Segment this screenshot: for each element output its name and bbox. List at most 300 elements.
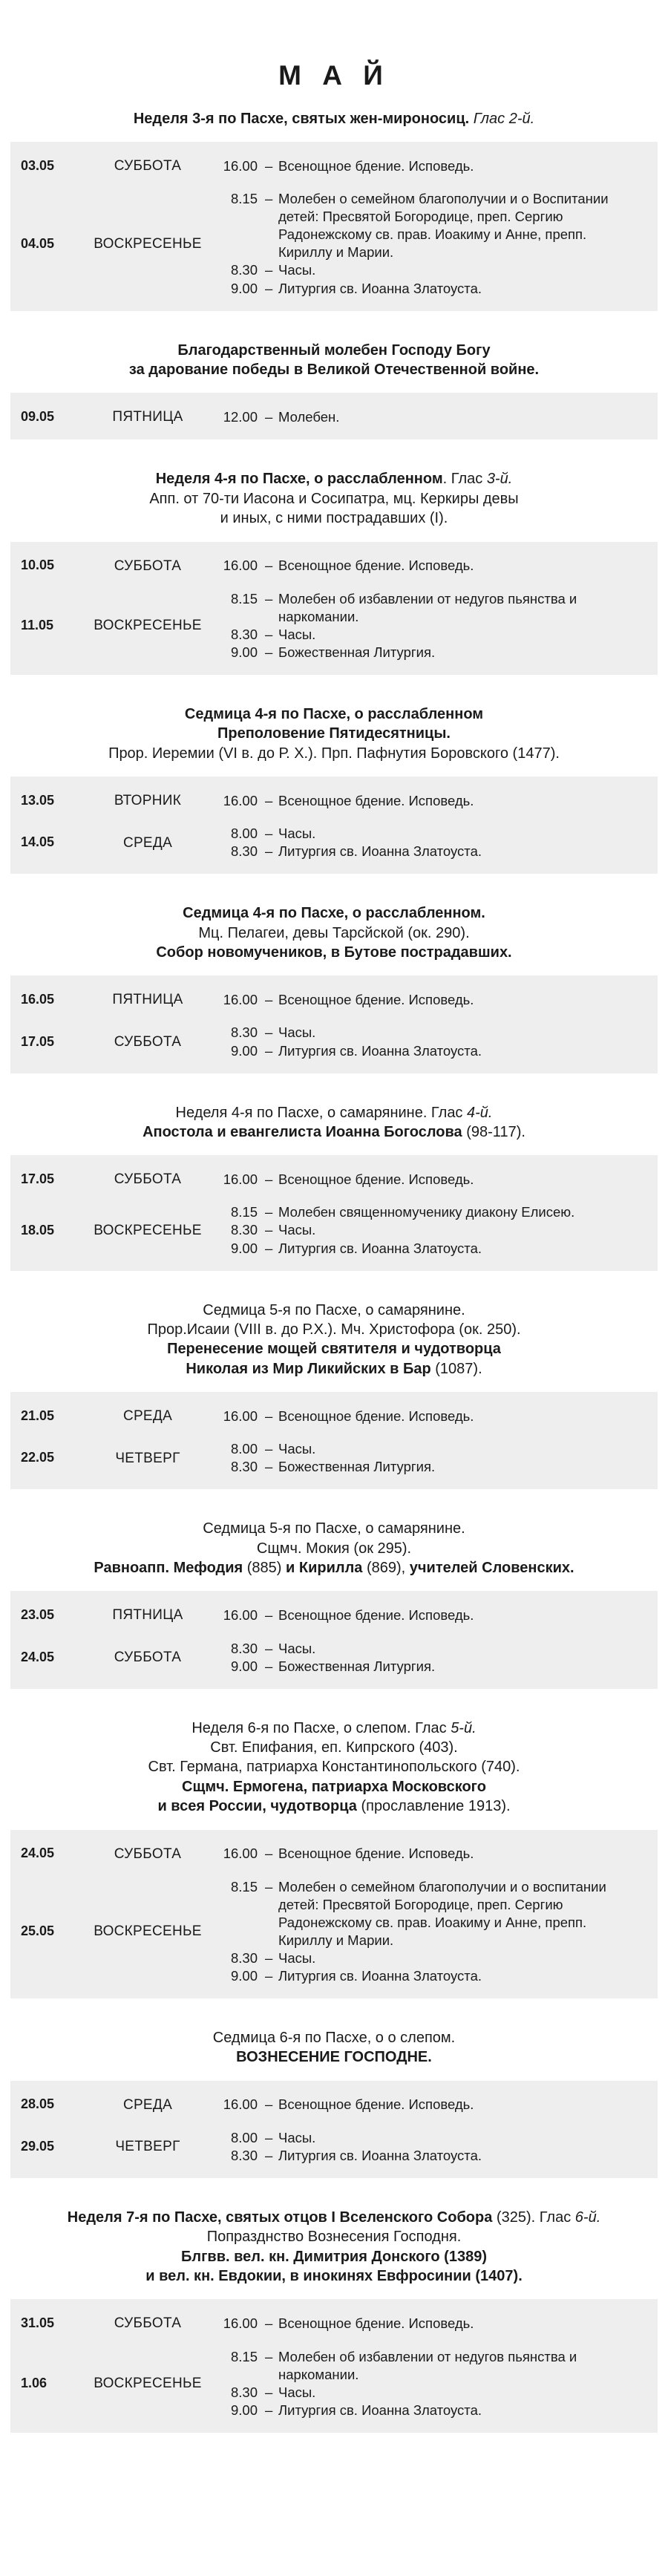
service-time: 16.00 xyxy=(223,558,258,574)
section-title-line xyxy=(22,2227,646,2246)
service-date: 1.06 xyxy=(21,2375,48,2390)
schedule-row xyxy=(10,590,658,661)
service-date: 31.05 xyxy=(21,2315,55,2331)
dash: – xyxy=(265,262,273,278)
service-time: 16.00 xyxy=(223,1171,258,1187)
section-title xyxy=(0,1519,668,1578)
weekday: СУББОТА xyxy=(114,1650,182,1666)
dash: – xyxy=(265,1240,273,1256)
service-date: 22.05 xyxy=(21,1450,55,1465)
dash: – xyxy=(265,1878,273,1895)
service-time: 16.00 xyxy=(223,2096,258,2113)
title-segment: Благодарственный молебен Господу Богу xyxy=(177,341,491,359)
service-description: Часы. xyxy=(278,1222,316,1238)
title-segment: и вел. кн. Евдокии, в инокинях Евфросинии (1407). xyxy=(145,2268,523,2285)
service-item xyxy=(215,2348,643,2384)
service-time: 9.00 xyxy=(230,2402,258,2418)
schedule-block xyxy=(10,393,658,439)
section-title xyxy=(0,1719,668,1817)
schedule-block xyxy=(10,975,658,1073)
weekday: ВОСКРЕСЕНЬЕ xyxy=(94,618,202,634)
service-time: 8.30 xyxy=(230,1024,258,1041)
service-time: 8.30 xyxy=(230,262,258,278)
weekday: ПЯТНИЦА xyxy=(112,1607,183,1624)
dash: – xyxy=(265,1606,273,1623)
service-description: Литургия св. Иоанна Златоуста. xyxy=(278,843,482,860)
schedule-row xyxy=(10,190,658,297)
service-description: Часы. xyxy=(278,262,316,278)
dash: – xyxy=(265,1204,273,1220)
section-title-line xyxy=(22,903,646,923)
dash: – xyxy=(265,2402,273,2418)
weekday: ВОСКРЕСЕНЬЕ xyxy=(94,235,202,252)
dash: – xyxy=(265,1024,273,1041)
service-item xyxy=(215,2315,643,2333)
service-description: Часы. xyxy=(278,2129,316,2145)
dash: – xyxy=(265,590,273,607)
service-items xyxy=(215,991,658,1009)
service-items xyxy=(215,1878,658,1985)
dash: – xyxy=(265,644,273,660)
section-title-line xyxy=(22,724,646,743)
dash: – xyxy=(265,2129,273,2145)
dash: – xyxy=(265,1441,273,1457)
service-description: Всенощное бдение. Исповедь. xyxy=(278,2096,474,2113)
schedule-row xyxy=(10,1024,658,1059)
service-time: 8.00 xyxy=(230,1441,258,1457)
title-segment: Седмица 4-я по Пасхе, о расслабленном. xyxy=(183,905,485,922)
section-title-line xyxy=(22,1558,646,1578)
service-items xyxy=(215,590,658,661)
section-title xyxy=(0,2028,668,2067)
title-segment: Блгвв. вел. кн. Димитрия Донского (1389) xyxy=(181,2248,487,2265)
service-time: 8.30 xyxy=(230,1459,258,1475)
title-segment: Свт. Епифания, еп. Кипрского (403). xyxy=(210,1739,458,1756)
section-title-line xyxy=(22,1719,646,1738)
service-date: 09.05 xyxy=(21,409,55,425)
service-item xyxy=(215,157,643,175)
schedule-row xyxy=(10,2348,658,2419)
service-item xyxy=(215,1221,643,1239)
title-segment: и Кирилла xyxy=(286,1560,363,1577)
service-items xyxy=(215,1408,658,1425)
service-date: 23.05 xyxy=(21,1607,55,1623)
service-item xyxy=(215,626,643,644)
section-title xyxy=(0,469,668,528)
weekday: ПЯТНИЦА xyxy=(112,992,183,1008)
section-title-line xyxy=(22,1757,646,1776)
service-time: 16.00 xyxy=(223,1408,258,1424)
service-items xyxy=(215,190,658,297)
dash: – xyxy=(265,2096,273,2113)
dash: – xyxy=(265,1171,273,1187)
section-title xyxy=(0,1301,668,1379)
title-segment: и иных, с ними пострадавших (I). xyxy=(220,510,448,527)
schedule-row xyxy=(10,2096,658,2114)
service-date: 14.05 xyxy=(21,834,55,850)
schedule-row xyxy=(10,157,658,175)
section-title-line xyxy=(22,943,646,962)
dash: – xyxy=(265,1967,273,1984)
service-item xyxy=(215,2147,643,2165)
dash: – xyxy=(265,1949,273,1966)
dash: – xyxy=(265,2384,273,2400)
service-item xyxy=(215,2129,643,2147)
title-segment: (885) xyxy=(243,1560,286,1577)
section-title-line xyxy=(22,341,646,360)
schedule-row xyxy=(10,1203,658,1257)
service-description: Часы. xyxy=(278,1640,316,1656)
service-item xyxy=(215,1949,643,1967)
page-title: М А Й xyxy=(278,60,390,91)
title-segment: Равноапп. Мефодия xyxy=(94,1560,243,1577)
title-segment: учителей Словенских. xyxy=(409,1560,574,1577)
service-time: 16.00 xyxy=(223,2315,258,2331)
weekday: ПЯТНИЦА xyxy=(112,409,183,425)
service-items xyxy=(215,792,658,810)
title-segment: (869), xyxy=(362,1560,410,1577)
section-title-line xyxy=(22,1122,646,1142)
title-segment: Николая из Мир Ликийских в Бар xyxy=(186,1360,431,1377)
schedule-list xyxy=(0,109,668,2433)
title-segment: Неделя 3-я по Пасхе, святых жен-мироносиц. xyxy=(133,110,474,127)
weekday: СУББОТА xyxy=(114,158,182,174)
title-segment: Неделя 7-я по Пасхе, святых отцов I Вселенского Собора xyxy=(67,2209,493,2226)
title-segment: Прор.Исаии (VIII в. до Р.Х.). Мч. Христофора (ок. 250). xyxy=(147,1321,521,1338)
service-description: Литургия св. Иоанна Златоуста. xyxy=(278,2147,482,2163)
service-time: 16.00 xyxy=(223,1606,258,1623)
service-description: Молебен. xyxy=(278,408,340,425)
section-title-line xyxy=(22,1738,646,1757)
schedule-row xyxy=(10,1440,658,1476)
dash: – xyxy=(265,408,273,425)
service-item xyxy=(215,1878,643,1949)
service-item xyxy=(215,261,643,279)
schedule-block xyxy=(10,1392,658,1489)
schedule-block xyxy=(10,2299,658,2432)
schedule-row xyxy=(10,2129,658,2165)
section-title-line xyxy=(22,705,646,724)
service-item xyxy=(215,590,643,626)
service-items xyxy=(215,2348,658,2419)
service-description: Часы. xyxy=(278,826,316,842)
service-items xyxy=(215,825,658,860)
service-items xyxy=(215,1606,658,1624)
title-segment: ВОЗНЕСЕНИЕ ГОСПОДНЕ. xyxy=(236,2049,432,2066)
service-description: Божественная Литургия. xyxy=(278,1658,436,1674)
weekday: ВОСКРЕСЕНЬЕ xyxy=(94,1222,202,1238)
service-item xyxy=(215,1042,643,1060)
service-time: 8.30 xyxy=(230,2147,258,2163)
schedule-row xyxy=(10,2314,658,2333)
title-segment: Сщмч. Мокия (ок 295). xyxy=(256,1540,412,1557)
section-title-line xyxy=(22,1777,646,1797)
dash: – xyxy=(265,157,273,174)
service-time: 12.00 xyxy=(223,408,258,425)
service-item xyxy=(215,1024,643,1042)
schedule-block xyxy=(10,142,658,310)
title-segment: . Глас xyxy=(442,471,487,488)
service-description: Часы. xyxy=(278,2384,316,2400)
service-description: Всенощное бдение. Исповедь. xyxy=(278,1606,474,1623)
schedule-row xyxy=(10,1640,658,1676)
service-description: Всенощное бдение. Исповедь. xyxy=(278,157,474,174)
service-items xyxy=(215,157,658,175)
service-description: Литургия св. Иоанна Златоуста. xyxy=(278,1042,482,1059)
service-item xyxy=(215,644,643,661)
service-items xyxy=(215,1640,658,1676)
service-items xyxy=(215,408,658,426)
dash: – xyxy=(265,2147,273,2163)
service-time: 16.00 xyxy=(223,157,258,174)
section-title-line xyxy=(22,2028,646,2047)
service-items xyxy=(215,1440,658,1476)
service-description: Всенощное бдение. Исповедь. xyxy=(278,1408,474,1424)
dash: – xyxy=(265,1459,273,1475)
title-segment: Неделя 6-я по Пасхе, о слепом. Глас xyxy=(191,1719,451,1736)
service-time: 8.30 xyxy=(230,1222,258,1238)
service-item xyxy=(215,1171,643,1189)
service-item xyxy=(215,1658,643,1676)
section-title-line xyxy=(22,1301,646,1320)
schedule-row xyxy=(10,408,658,426)
service-time: 8.15 xyxy=(230,2348,258,2364)
service-description: Литургия св. Иоанна Златоуста. xyxy=(278,1240,482,1256)
weekday: СУББОТА xyxy=(114,558,182,574)
weekday: ЧЕТВЕРГ xyxy=(115,2139,180,2155)
title-segment: за дарование победы в Великой Отечественной войне. xyxy=(128,361,540,378)
dash: – xyxy=(265,280,273,296)
section-title-line xyxy=(22,469,646,488)
service-time: 8.15 xyxy=(230,1204,258,1220)
service-description: Часы. xyxy=(278,1441,316,1457)
schedule-block xyxy=(10,2081,658,2178)
weekday: СРЕДА xyxy=(122,834,173,851)
section-title-line xyxy=(22,1797,646,1816)
service-date: 24.05 xyxy=(21,1846,55,1861)
service-date: 24.05 xyxy=(21,1649,55,1664)
service-date: 17.05 xyxy=(21,1033,55,1049)
schedule-block xyxy=(10,1155,658,1270)
title-segment: Собор новомучеников, в Бутове пострадавших. xyxy=(156,944,512,961)
service-date: 17.05 xyxy=(21,1171,55,1186)
service-date: 21.05 xyxy=(21,1408,55,1423)
section-title-line xyxy=(22,1339,646,1359)
service-description: Всенощное бдение. Исповедь. xyxy=(278,1171,474,1187)
service-time: 8.30 xyxy=(230,626,258,642)
service-description: Молебен о семейном благополучии и о воспитании детей: Пресвятой Богородице, преп. Сергию Радонежскому св. прав. Иоакиму и Анне, препп. Кириллу и Марии. xyxy=(278,1878,606,1948)
service-items xyxy=(215,1024,658,1059)
service-time: 9.00 xyxy=(230,1240,258,1256)
dash: – xyxy=(265,558,273,574)
service-time: 8.15 xyxy=(230,590,258,607)
service-item xyxy=(215,1640,643,1658)
dash: – xyxy=(265,991,273,1007)
service-item xyxy=(215,1458,643,1476)
service-date: 11.05 xyxy=(21,617,54,632)
service-time: 8.30 xyxy=(230,1949,258,1966)
title-segment: Прор. Иеремии (VI в. до Р. Х.). Прп. Пафнутия Боровского (1477). xyxy=(108,745,560,762)
section-title-line xyxy=(22,2247,646,2266)
section-title-line xyxy=(22,109,646,128)
service-time: 8.30 xyxy=(230,843,258,860)
title-segment: Апостола и евангелиста Иоанна Богослова xyxy=(143,1123,462,1140)
service-time: 16.00 xyxy=(223,792,258,808)
service-item xyxy=(215,1606,643,1624)
title-segment: Седмица 6-я по Пасхе, о о слепом. xyxy=(212,2029,456,2046)
weekday: ВОСКРЕСЕНЬЕ xyxy=(94,2376,202,2392)
weekday: СРЕДА xyxy=(122,1408,173,1425)
dash: – xyxy=(265,2348,273,2364)
dash: – xyxy=(265,792,273,808)
weekday: ВТОРНИК xyxy=(114,793,182,809)
dash: – xyxy=(265,826,273,842)
dash: – xyxy=(265,1640,273,1656)
schedule-row xyxy=(10,1606,658,1624)
schedule-row xyxy=(10,1407,658,1425)
section-title xyxy=(0,705,668,763)
dash: – xyxy=(265,191,273,207)
title-segment: 3-й. xyxy=(486,471,513,488)
section-title xyxy=(0,341,668,380)
service-description: Часы. xyxy=(278,1949,316,1966)
service-description: Часы. xyxy=(278,626,316,642)
service-item xyxy=(215,280,643,298)
title-segment: 6-й. xyxy=(574,2209,601,2226)
service-item xyxy=(215,991,643,1009)
service-item xyxy=(215,1240,643,1258)
title-segment: Свт. Германа, патриарха Константинопольского (740). xyxy=(148,1759,520,1776)
dash: – xyxy=(265,1846,273,1862)
service-time: 9.00 xyxy=(230,1967,258,1984)
service-description: Всенощное бдение. Исповедь. xyxy=(278,2315,474,2331)
service-date: 10.05 xyxy=(21,558,55,573)
service-description: Всенощное бдение. Исповедь. xyxy=(278,991,474,1007)
weekday: СУББОТА xyxy=(114,1033,182,1050)
service-items xyxy=(215,1171,658,1189)
service-description: Божественная Литургия. xyxy=(278,1459,436,1475)
schedule-block xyxy=(10,1830,658,1998)
schedule-row xyxy=(10,1878,658,1985)
weekday: СУББОТА xyxy=(114,1171,182,1188)
section-title-line xyxy=(22,1103,646,1122)
title-segment: (1087). xyxy=(430,1360,482,1377)
title-segment: (прославление 1913). xyxy=(356,1798,511,1815)
service-item xyxy=(215,792,643,810)
dash: – xyxy=(265,843,273,860)
schedule-row xyxy=(10,1170,658,1189)
service-time: 16.00 xyxy=(223,991,258,1007)
service-time: 9.00 xyxy=(230,1042,258,1059)
service-time: 9.00 xyxy=(230,1658,258,1674)
service-time: 8.15 xyxy=(230,191,258,207)
title-segment: Преполовение Пятидесятницы. xyxy=(217,725,451,742)
title-segment: 5-й. xyxy=(451,1719,477,1736)
service-items xyxy=(215,1203,658,1257)
section-title-line xyxy=(22,509,646,528)
service-item xyxy=(215,2402,643,2419)
service-items xyxy=(215,1845,658,1863)
title-segment: Перенесение мощей святителя и чудотворца xyxy=(167,1341,501,1358)
service-date: 13.05 xyxy=(21,792,55,808)
service-description: Всенощное бдение. Исповедь. xyxy=(278,792,474,808)
schedule-block xyxy=(10,777,658,874)
service-description: Литургия св. Иоанна Златоуста. xyxy=(278,280,482,296)
section-title-line xyxy=(22,744,646,763)
section-title xyxy=(0,1103,668,1142)
service-time: 8.30 xyxy=(230,2384,258,2400)
title-segment: Седмица 5-я по Пасхе, о самарянине. xyxy=(203,1520,465,1537)
service-description: Молебен об избавлении от недугов пьянства и наркомании. xyxy=(278,2348,577,2382)
service-time: 9.00 xyxy=(230,280,258,296)
service-description: Божественная Литургия. xyxy=(278,644,436,660)
service-description: Литургия св. Иоанна Златоуста. xyxy=(278,2402,482,2418)
weekday: СУББОТА xyxy=(114,1846,182,1862)
service-date: 16.05 xyxy=(21,992,55,1007)
service-description: Молебен об избавлении от недугов пьянства и наркомании. xyxy=(278,590,577,624)
service-time: 8.15 xyxy=(230,1878,258,1895)
title-segment: Апп. от 70-ти Иасона и Сосипатра, мц. Керкиры девы xyxy=(149,490,519,507)
weekday: СРЕДА xyxy=(122,2096,173,2113)
service-items xyxy=(215,2096,658,2114)
service-item xyxy=(215,843,643,860)
service-date: 29.05 xyxy=(21,2138,55,2154)
title-segment: 4-й. xyxy=(467,1104,493,1121)
service-description: Молебен священномученику диакону Елисею. xyxy=(278,1204,575,1220)
section-title-line xyxy=(22,1359,646,1379)
service-time: 9.00 xyxy=(230,644,258,660)
service-items xyxy=(215,557,658,575)
service-item xyxy=(215,408,643,426)
service-description: Всенощное бдение. Исповедь. xyxy=(278,558,474,574)
service-date: 28.05 xyxy=(21,2096,55,2112)
section-title-line xyxy=(22,489,646,509)
section-title-line xyxy=(22,1539,646,1558)
section-title-line xyxy=(22,360,646,379)
service-items xyxy=(215,2129,658,2165)
dash: – xyxy=(265,1222,273,1238)
service-description: Всенощное бдение. Исповедь. xyxy=(278,1846,474,1862)
section-title xyxy=(0,2208,668,2286)
schedule-row xyxy=(10,557,658,575)
weekday: ВОСКРЕСЕНЬЕ xyxy=(94,1923,202,1940)
service-description: Литургия св. Иоанна Златоуста. xyxy=(278,1967,482,1984)
schedule-row xyxy=(10,1845,658,1863)
dash: – xyxy=(265,1408,273,1424)
service-item xyxy=(215,2096,643,2114)
dash: – xyxy=(265,2315,273,2331)
service-time: 16.00 xyxy=(223,1846,258,1862)
schedule-row xyxy=(10,990,658,1009)
title-segment: Неделя 4-я по Пасхе, о самарянине. Глас xyxy=(175,1104,467,1121)
service-date: 18.05 xyxy=(21,1222,55,1238)
title-segment: (325). Глас xyxy=(492,2209,575,2226)
title-segment: Мц. Пелагеи, девы Тарсйской (ок. 290). xyxy=(198,924,470,941)
schedule-row xyxy=(10,825,658,860)
service-date: 25.05 xyxy=(21,1923,55,1938)
dash: – xyxy=(265,1658,273,1674)
section-title-line xyxy=(22,2047,646,2067)
service-date: 03.05 xyxy=(21,157,55,173)
service-item xyxy=(215,1203,643,1221)
section-title-line xyxy=(22,923,646,943)
title-segment: и всея России, чудотворца xyxy=(157,1798,357,1815)
service-time: 8.30 xyxy=(230,1640,258,1656)
service-time: 8.00 xyxy=(230,826,258,842)
title-segment: Сщмч. Ермогена, патриарха Московского xyxy=(182,1778,486,1795)
dash: – xyxy=(265,626,273,642)
section-title-line xyxy=(22,1320,646,1339)
